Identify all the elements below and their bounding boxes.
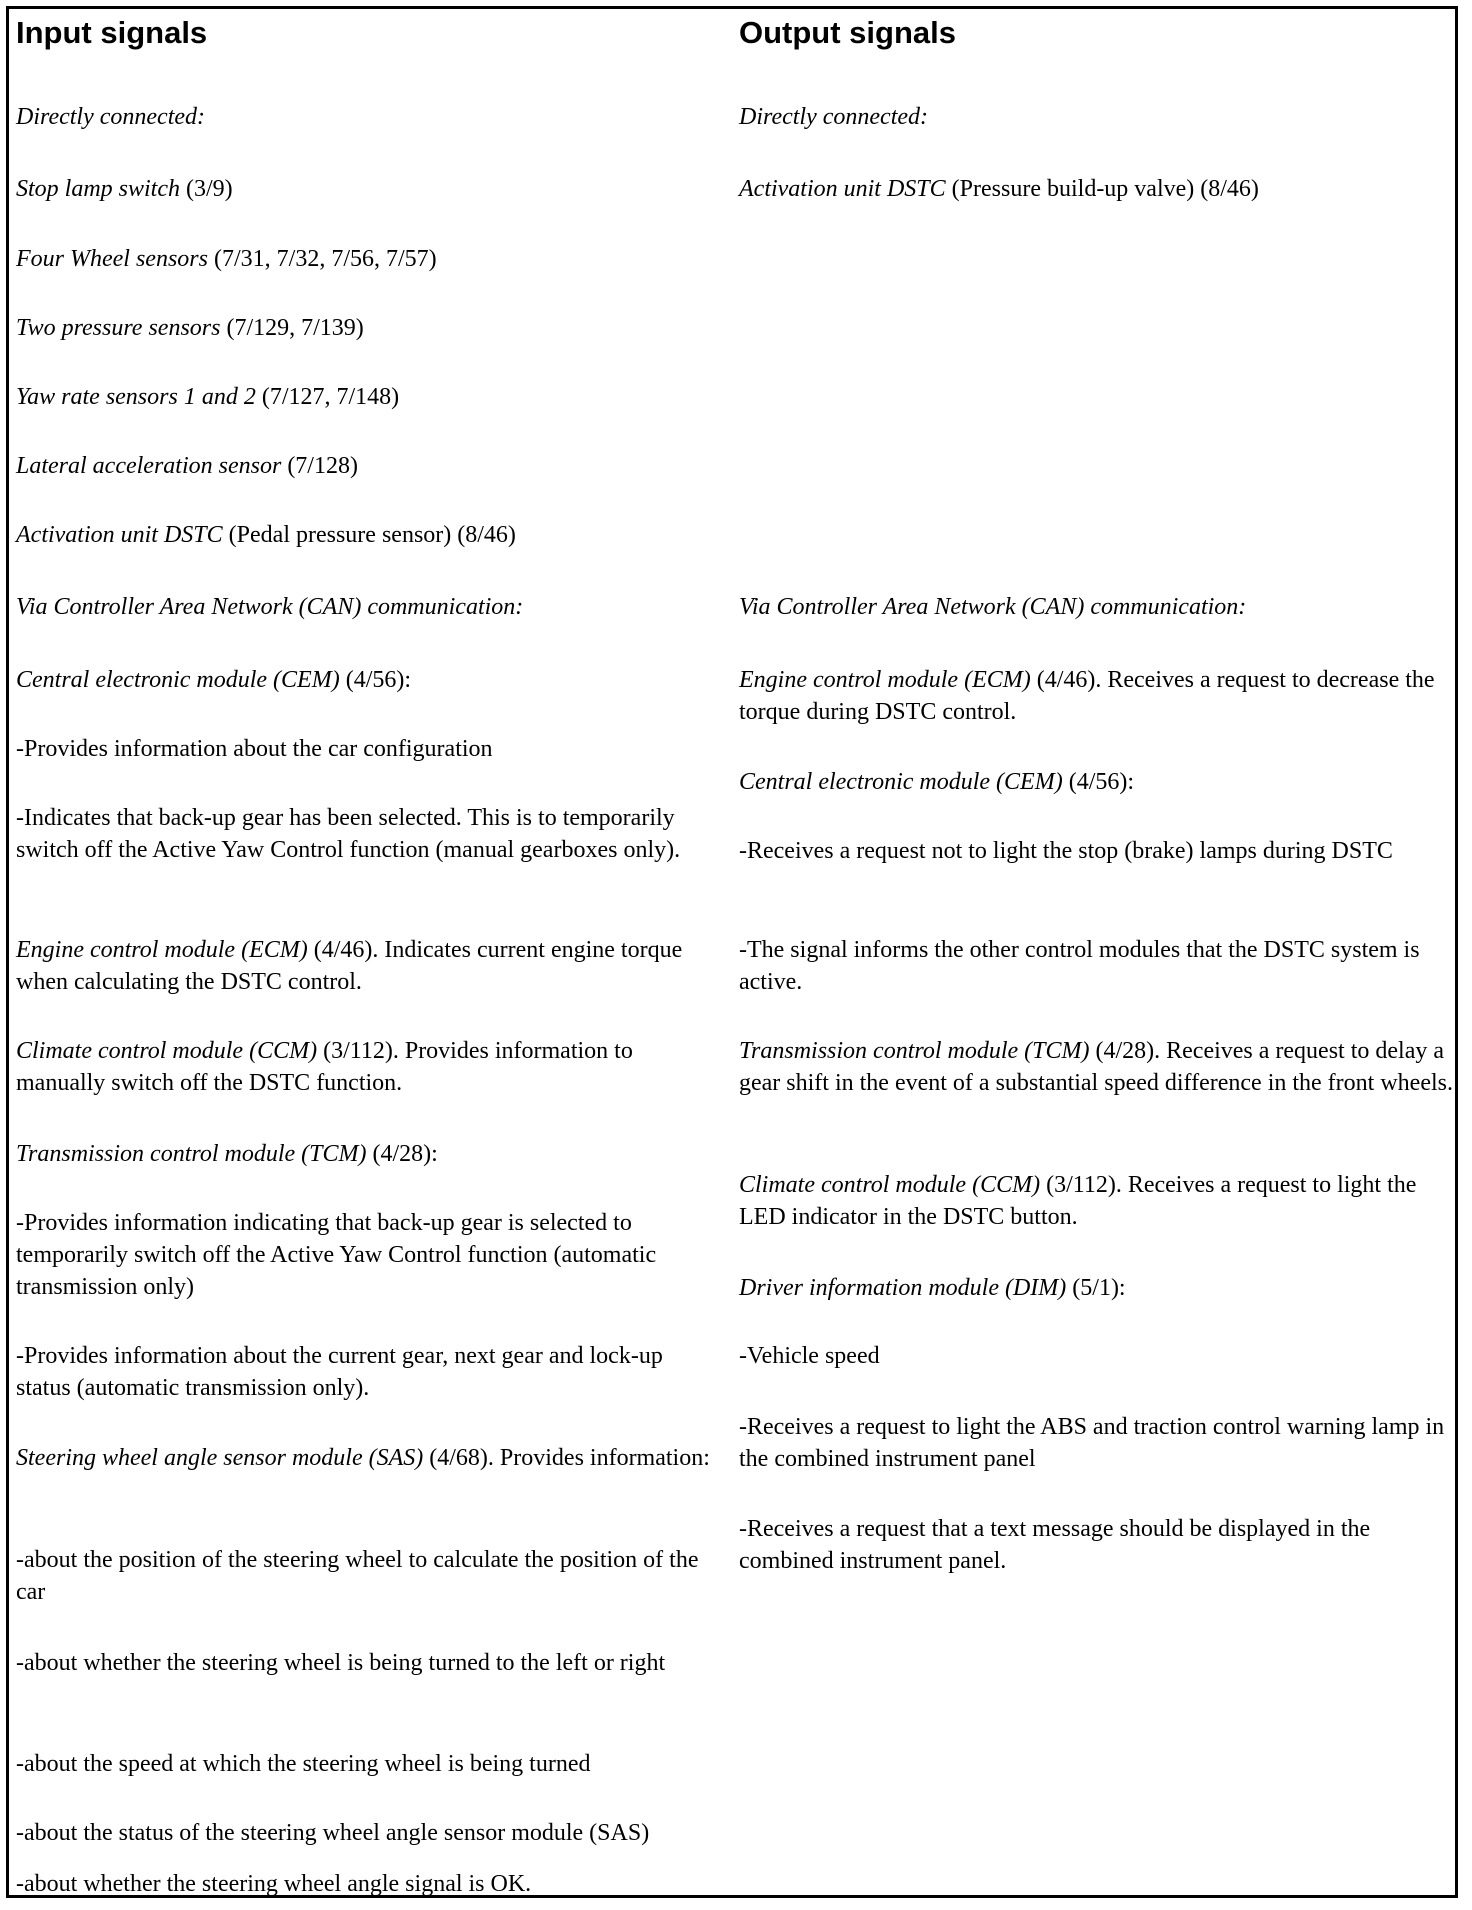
input-lateral-acceleration-sensor: Lateral acceleration sensor (7/128) [16,453,358,479]
output-activation-unit: Activation unit DSTC (Pressure build-up valve) (8/46) [739,176,1259,202]
input-ecm: Engine control module (ECM) (4/46). Indicates current engine torque when calculating the DSTC control. [16,937,683,995]
input-cem-item: -Indicates that back-up gear has been selected. This is to temporarily switch off the Active Yaw Control function (manual gearboxes only). [16,805,681,863]
output-dim-item: -Receives a request that a text message should be displayed in the combined instrument panel. [739,1516,1371,1574]
output-cem-item: -The signal informs the other control modules that the DSTC system is active. [739,937,1420,995]
input-ccm: Climate control module (CCM) (3/112). Provides information to manually switch off the DSTC function. [16,1038,633,1096]
input-tcm-item: -Provides information indicating that back-up gear is selected to temporarily switch off the Active Yaw Control function (automatic transmission only) [16,1210,657,1300]
output-cem-item: -Receives a request not to light the stop (brake) lamps during DSTC [739,838,1393,864]
output-tcm: Transmission control module (TCM) (4/28). Receives a request to delay a gear shift in the event of a substantial speed difference in the front wheels. [739,1038,1453,1096]
output-dim-item: -Vehicle speed [739,1343,880,1369]
input-sas-item: -about the speed at which the steering wheel is being turned [16,1751,591,1777]
signals-table [6,6,1458,1898]
output-signals-heading: Output signals [739,15,956,50]
input-can-label: Via Controller Area Network (CAN) communication: [16,594,524,620]
input-activation-unit: Activation unit DSTC (Pedal pressure sensor) (8/46) [16,522,516,548]
output-dim: Driver information module (DIM) (5/1): [739,1275,1126,1301]
input-tcm: Transmission control module (TCM) (4/28): [16,1141,438,1167]
output-can-label: Via Controller Area Network (CAN) communication: [739,594,1247,620]
input-sas: Steering wheel angle sensor module (SAS) (4/68). Provides information: [16,1445,710,1471]
input-cem-item: -Provides information about the car configuration [16,736,493,762]
output-dim-item: -Receives a request to light the ABS and traction control warning lamp in the combined instrument panel [739,1414,1445,1472]
output-directly-connected-label: Directly connected: [739,104,929,130]
input-cem: Central electronic module (CEM) (4/56): [16,667,412,693]
input-signals-heading: Input signals [16,15,208,50]
input-yaw-rate-sensors: Yaw rate sensors 1 and 2 (7/127, 7/148) [16,384,400,410]
input-sas-item: -about the position of the steering wheel to calculate the position of the car [16,1547,699,1605]
output-ccm: Climate control module (CCM) (3/112). Receives a request to light the LED indicator in the DSTC button. [739,1172,1417,1230]
input-wheel-sensors: Four Wheel sensors (7/31, 7/32, 7/56, 7/57) [16,246,437,272]
input-sas-item: -about the status of the steering wheel angle sensor module (SAS) [16,1820,650,1846]
input-sas-item: -about whether the steering wheel is being turned to the left or right [16,1650,666,1676]
output-cem: Central electronic module (CEM) (4/56): [739,769,1135,795]
input-directly-connected-label: Directly connected: [16,104,206,130]
input-sas-item: -about whether the steering wheel angle signal is OK. [16,1871,532,1897]
input-tcm-item: -Provides information about the current gear, next gear and lock-up status (automatic transmission only). [16,1343,663,1401]
output-ecm: Engine control module (ECM) (4/46). Receives a request to decrease the torque during DSTC control. [739,667,1435,725]
input-stop-lamp-switch: Stop lamp switch (3/9) [16,176,233,202]
input-pressure-sensors: Two pressure sensors (7/129, 7/139) [16,315,364,341]
